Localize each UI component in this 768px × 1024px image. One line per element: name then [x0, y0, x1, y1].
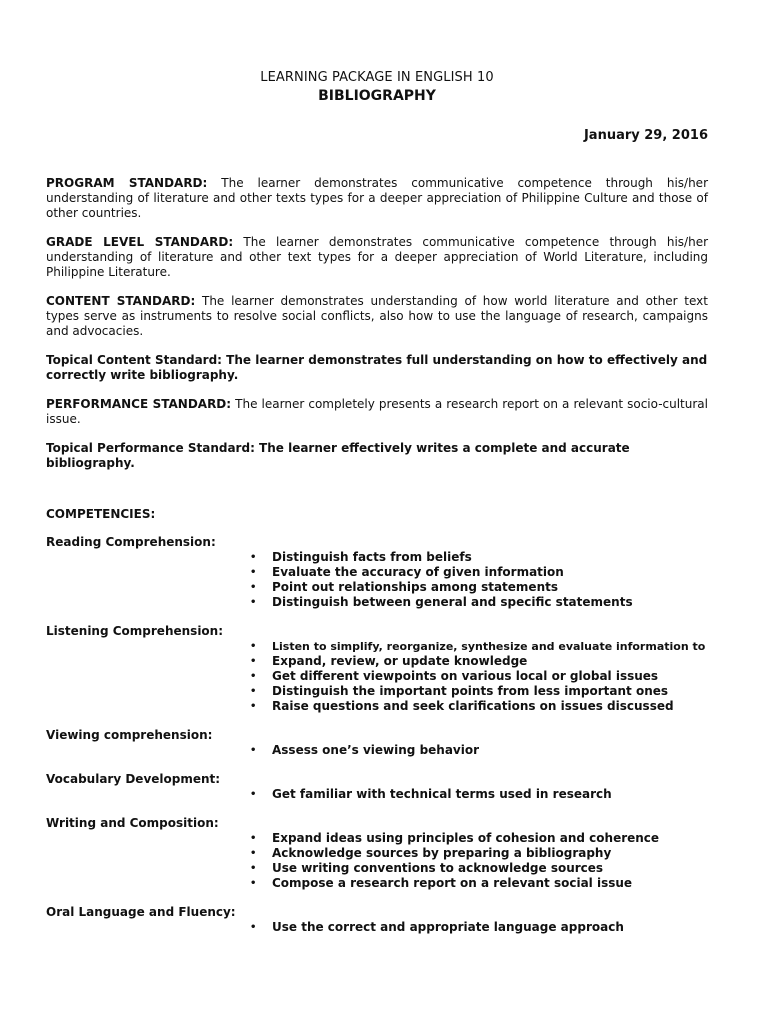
competency-sections — [46, 535, 708, 935]
list-item-text: Expand, review, or update knowledge — [272, 654, 528, 668]
list-item — [246, 669, 708, 684]
grade-level-standard-text: The learner demonstrates communicative competence through his/her understanding of literature and other text types for a deeper appreciation of World Literature, including Philippine Literature. — [46, 235, 709, 279]
competency-list — [46, 831, 708, 891]
bullet-icon: • — [250, 656, 257, 667]
competency-section — [46, 772, 708, 802]
bullet-icon: • — [250, 671, 257, 682]
bullet-icon: • — [250, 878, 257, 889]
competency-section — [46, 728, 708, 758]
list-item — [246, 565, 708, 580]
list-item — [246, 550, 708, 565]
list-item — [246, 876, 708, 891]
list-item — [246, 699, 708, 714]
performance-standard-text: The learner completely presents a research report on a relevant socio-cultural issue. — [46, 397, 708, 426]
bullet-icon: • — [250, 922, 257, 933]
list-item — [246, 684, 708, 699]
list-item-text: Use writing conventions to acknowledge sources — [272, 861, 604, 875]
list-item-text: Use the correct and appropriate language approach — [272, 920, 624, 934]
document-title: BIBLIOGRAPHY — [318, 88, 436, 104]
list-item — [246, 580, 708, 595]
grade-level-standard-label: GRADE LEVEL STANDARD: — [46, 235, 234, 249]
content-standard-text: The learner demonstrates understanding of how world literature and other text types serve as instruments to resolve social conflicts, also how to use the language of research, campaigns and advocacies. — [46, 294, 708, 338]
competency-list — [46, 743, 708, 758]
grade-level-standard — [46, 235, 708, 280]
competency-list — [46, 639, 708, 714]
competency-section — [46, 624, 708, 714]
bullet-icon: • — [250, 863, 257, 874]
competency-section-title: Writing and Composition: — [46, 816, 219, 830]
list-item — [246, 920, 708, 935]
list-item-text: Get different viewpoints on various local or global issues — [272, 669, 659, 683]
list-item — [246, 654, 708, 669]
competency-section-title: Reading Comprehension: — [46, 535, 216, 549]
list-item-text: Raise questions and seek clarifications on issues discussed — [272, 699, 674, 713]
list-item-text: Evaluate the accuracy of given information — [272, 565, 564, 579]
list-item — [246, 787, 708, 802]
list-item — [246, 831, 708, 846]
content-standard — [46, 294, 708, 339]
content-standard-label: CONTENT STANDARD: — [46, 294, 196, 308]
list-item-text: Expand ideas using principles of cohesion and coherence — [272, 831, 660, 845]
competency-section-title: Viewing comprehension: — [46, 728, 213, 742]
list-item — [246, 639, 708, 654]
competency-section-title: Vocabulary Development: — [46, 772, 221, 786]
list-item — [246, 595, 708, 610]
bullet-icon: • — [250, 686, 257, 697]
bullet-icon: • — [250, 848, 257, 859]
competency-list — [46, 550, 708, 610]
topical-performance-standard: Topical Performance Standard: The learner effectively writes a complete and accurate bibliography. — [46, 441, 630, 470]
bullet-icon: • — [250, 833, 257, 844]
list-item-text: Distinguish between general and specific statements — [272, 595, 633, 609]
bullet-icon: • — [250, 641, 257, 652]
bullet-icon: • — [250, 582, 257, 593]
bullet-icon: • — [250, 567, 257, 578]
list-item-text: Listen to simplify, reorganize, synthesize and evaluate information to — [272, 640, 706, 653]
list-item-text: Acknowledge sources by preparing a bibliography — [272, 846, 612, 860]
competency-section-title: Listening Comprehension: — [46, 624, 224, 638]
program-standard-label: PROGRAM STANDARD: — [46, 176, 208, 190]
bullet-icon: • — [250, 745, 257, 756]
competency-section — [46, 535, 708, 610]
topical-content-standard: Topical Content Standard: The learner demonstrates full understanding on how to effectively and correctly write bibliography. — [46, 353, 708, 382]
competencies-heading: COMPETENCIES: — [46, 507, 156, 521]
bullet-icon: • — [250, 597, 257, 608]
list-item-text: Distinguish the important points from less important ones — [272, 684, 669, 698]
list-item-text: Get familiar with technical terms used in research — [272, 787, 612, 801]
list-item-text: Distinguish facts from beliefs — [272, 550, 472, 564]
bullet-icon: • — [250, 701, 257, 712]
list-item — [246, 861, 708, 876]
bullet-icon: • — [250, 789, 257, 800]
competency-section — [46, 905, 708, 935]
performance-standard — [46, 397, 708, 427]
competency-list — [46, 787, 708, 802]
list-item-text: Assess one’s viewing behavior — [272, 743, 480, 757]
program-standard — [46, 176, 708, 221]
list-item-text: Compose a research report on a relevant social issue — [272, 876, 633, 890]
competency-section — [46, 816, 708, 891]
bullet-icon: • — [250, 552, 257, 563]
performance-standard-label: PERFORMANCE STANDARD: — [46, 397, 232, 411]
competency-section-title: Oral Language and Fluency: — [46, 905, 236, 919]
document-date: January 29, 2016 — [583, 128, 708, 143]
document-page — [46, 70, 708, 935]
package-title: LEARNING PACKAGE IN ENGLISH 10 — [260, 70, 494, 85]
list-item — [246, 846, 708, 861]
list-item — [246, 743, 708, 758]
list-item-text: Point out relationships among statements — [272, 580, 558, 594]
program-standard-text: The learner demonstrates communicative competence through his/her understanding of literature and other texts types for a deeper appreciation of Philippine Culture and those of other countries. — [46, 176, 708, 220]
competency-list — [46, 920, 708, 935]
